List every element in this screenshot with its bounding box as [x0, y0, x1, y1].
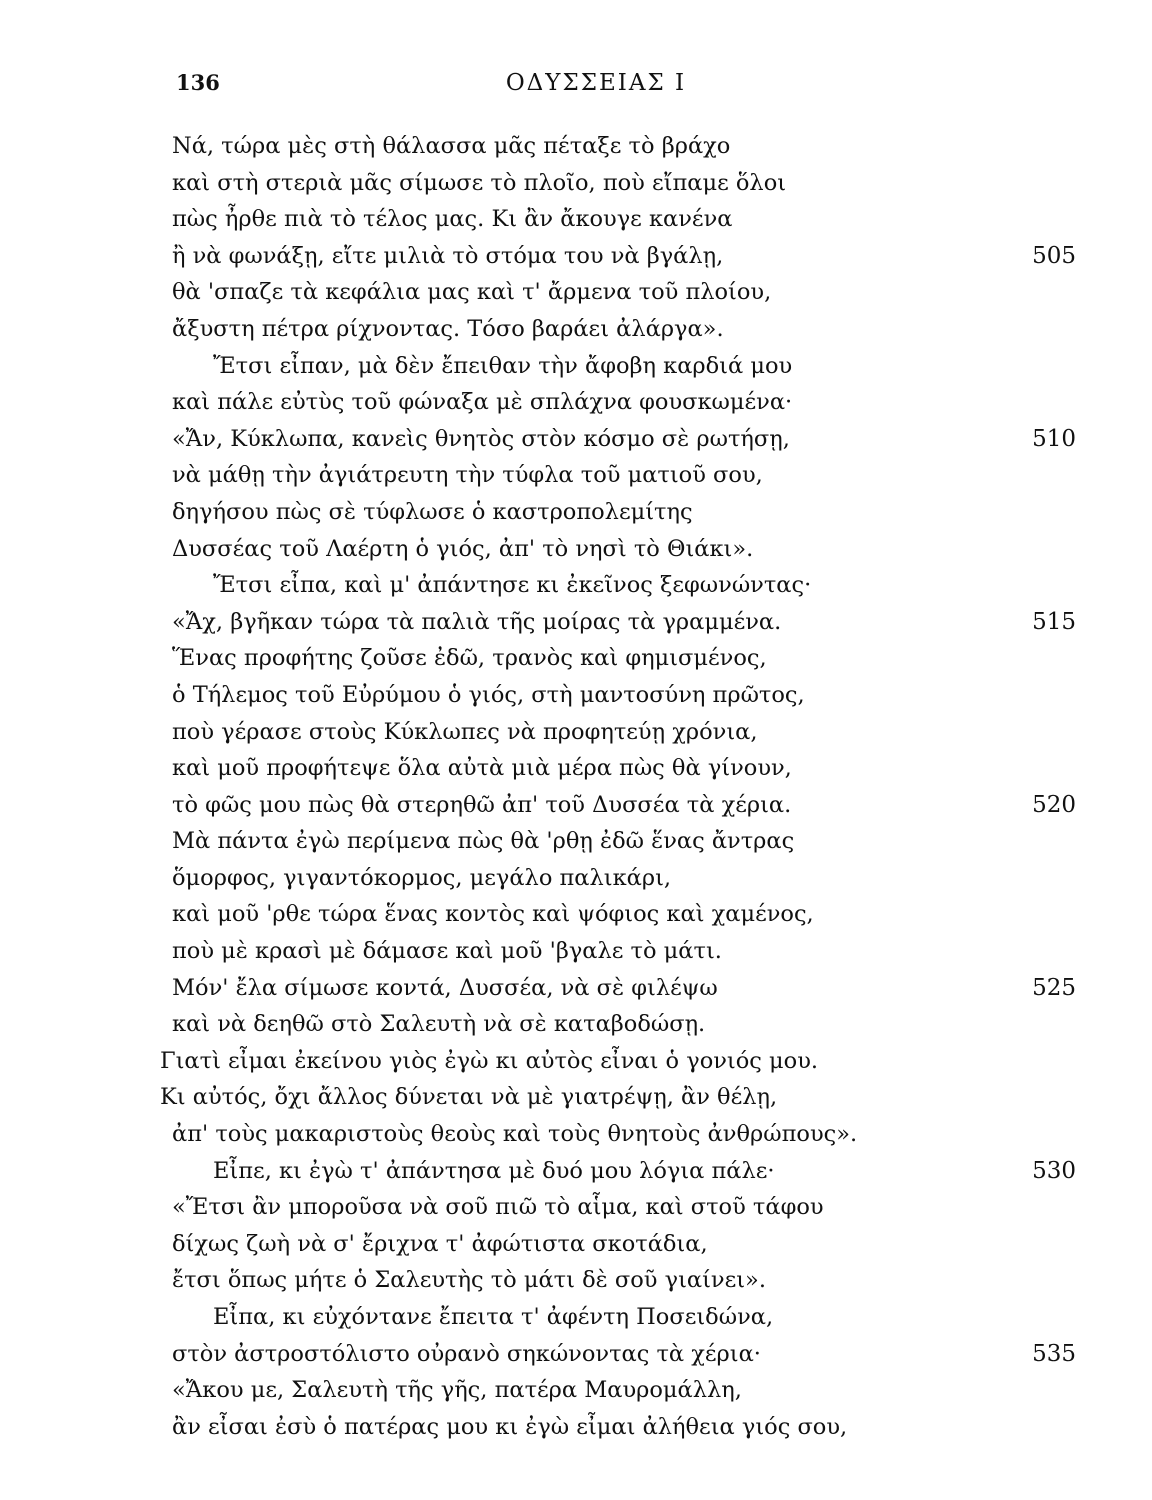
verse-line	[0, 201, 1152, 238]
verse-text: Ἕνας προφήτης ζοῦσε ἐδῶ, τρανὸς καὶ φημισμένος,	[172, 645, 767, 672]
verse-line	[0, 238, 1152, 275]
verse-text: Κι αὐτός, ὄχι ἄλλος δύνεται νὰ μὲ γιατρέψῃ, ἂν θέλῃ,	[160, 1084, 778, 1111]
verse-line	[0, 787, 1152, 824]
verse-text: καὶ στὴ στεριὰ μᾶς σίμωσε τὸ πλοῖο, ποὺ εἴπαμε ὅλοι	[172, 169, 787, 196]
verse-text: ἢ νὰ φωνάξῃ, εἴτε μιλιὰ τὸ στόμα του νὰ βγάλῃ,	[172, 242, 724, 269]
verse-text: «Ἄν, Κύκλωπα, κανεὶς θνητὸς στὸν κόσμο σὲ ρωτήσῃ,	[172, 425, 790, 452]
verse-text: Εἶπε, κι ἐγὼ τ' ἀπάντησα μὲ δυό μου λόγια πάλε·	[213, 1157, 775, 1184]
line-number: 520	[1032, 791, 1076, 818]
verse-line	[0, 604, 1152, 641]
verse-line	[0, 970, 1152, 1007]
verse-line	[0, 933, 1152, 970]
verse-line	[0, 1226, 1152, 1263]
verse-text: Εἶπα, κι εὐχόντανε ἔπειτα τ' ἀφέντη Ποσειδώνα,	[213, 1304, 774, 1330]
verse-line	[0, 457, 1152, 494]
verse-text: «Ἔτσι ἂν μποροῦσα νὰ σοῦ πιῶ τὸ αἷμα, καὶ στοῦ τάφου	[172, 1194, 824, 1221]
verse-line	[0, 531, 1152, 568]
verse-text: ποὺ μὲ κρασὶ μὲ δάμασε καὶ μοῦ 'βγαλε τὸ μάτι.	[172, 938, 722, 965]
verse-text: τὸ φῶς μου πὼς θὰ στερηθῶ ἀπ' τοῦ Δυσσέα τὰ χέρια.	[172, 791, 792, 818]
verse-text: Μὰ πάντα ἐγὼ περίμενα πὼς θὰ 'ρθῃ ἐδῶ ἕνας ἄντρας	[172, 828, 795, 855]
verse-line	[0, 567, 1152, 604]
verse-line	[0, 677, 1152, 714]
verse-line	[0, 1189, 1152, 1226]
verse-text: καὶ μοῦ προφήτεψε ὅλα αὐτὰ μιὰ μέρα πὼς θὰ γίνουν,	[172, 755, 792, 782]
line-number: 535	[1032, 1340, 1076, 1367]
verse-block	[0, 128, 1152, 1445]
verse-text: ἔτσι ὅπως μήτε ὁ Σαλευτὴς τὸ μάτι δὲ σοῦ γιαίνει».	[172, 1267, 766, 1294]
verse-text: θὰ 'σπαζε τὰ κεφάλια μας καὶ τ' ἄρμενα τοῦ πλοίου,	[172, 279, 772, 306]
verse-text: Ἔτσι εἶπα, καὶ μ' ἀπάντησε κι ἐκεῖνος ξεφωνώντας·	[213, 572, 812, 599]
verse-text: καὶ νὰ δεηθῶ στὸ Σαλευτὴ νὰ σὲ καταβοδώσῃ.	[172, 1011, 706, 1038]
verse-line	[0, 1153, 1152, 1190]
verse-line	[0, 1116, 1152, 1153]
verse-line	[0, 1336, 1152, 1373]
verse-line	[0, 1006, 1152, 1043]
verse-line	[0, 1079, 1152, 1116]
verse-text: Δυσσέας τοῦ Λαέρτη ὁ γιός, ἀπ' τὸ νησὶ τὸ Θιάκι».	[172, 535, 754, 562]
page-header	[0, 0, 1152, 110]
verse-line	[0, 274, 1152, 311]
verse-text: ἄξυστη πέτρα ρίχνοντας. Τόσο βαράει ἀλάργα».	[172, 315, 724, 342]
line-number: 530	[1032, 1157, 1076, 1184]
line-number: 505	[1032, 242, 1076, 269]
verse-text: «Ἄκου με, Σαλευτὴ τῆς γῆς, πατέρα Μαυρομάλλη,	[172, 1377, 742, 1404]
verse-text: Γιατὶ εἶμαι ἐκείνου γιὸς ἐγὼ κι αὐτὸς εἶναι ὁ γονιός μου.	[160, 1047, 819, 1074]
verse-line	[0, 128, 1152, 165]
verse-text: καὶ πάλε εὐτὺς τοῦ φώναξα μὲ σπλάχνα φουσκωμένα·	[172, 389, 793, 416]
verse-text: «Ἄχ, βγῆκαν τώρα τὰ παλιὰ τῆς μοίρας τὰ γραμμένα.	[172, 608, 782, 635]
verse-line	[0, 640, 1152, 677]
line-number: 510	[1032, 425, 1076, 452]
verse-text: Μόν' ἔλα σίμωσε κοντά, Δυσσέα, νὰ σὲ φιλέψω	[172, 974, 718, 1001]
verse-line	[0, 1043, 1152, 1080]
verse-text: δίχως ζωὴ νὰ σ' ἔριχνα τ' ἀφώτιστα σκοτάδια,	[172, 1230, 708, 1257]
verse-line	[0, 750, 1152, 787]
verse-text: ἀπ' τοὺς μακαριστοὺς θεοὺς καὶ τοὺς θνητοὺς ἀνθρώπους».	[172, 1121, 858, 1148]
page-number: 136	[176, 70, 220, 95]
verse-line	[0, 494, 1152, 531]
line-number: 515	[1032, 608, 1076, 635]
verse-line	[0, 714, 1152, 751]
verse-text: Νά, τώρα μὲς στὴ θάλασσα μᾶς πέταξε τὸ βράχο	[172, 133, 731, 159]
verse-line	[0, 384, 1152, 421]
verse-line	[0, 165, 1152, 202]
verse-line	[0, 860, 1152, 897]
verse-line	[0, 1299, 1152, 1336]
verse-line	[0, 823, 1152, 860]
running-head: ΟΔΥΣΣΕΙΑΣ Ι	[505, 70, 687, 96]
verse-text: ἂν εἶσαι ἐσὺ ὁ πατέρας μου κι ἐγὼ εἶμαι ἀλήθεια γιός σου,	[172, 1413, 848, 1440]
verse-text: ποὺ γέρασε στοὺς Κύκλωπες νὰ προφητεύῃ χρόνια,	[172, 718, 758, 745]
verse-text: στὸν ἀστροστόλιστο οὐρανὸ σηκώνοντας τὰ χέρια·	[172, 1340, 761, 1367]
verse-text: νὰ μάθῃ τὴν ἀγιάτρευτη τὴν τύφλα τοῦ ματιοῦ σου,	[172, 462, 763, 489]
verse-line	[0, 896, 1152, 933]
verse-line	[0, 311, 1152, 348]
verse-line	[0, 1409, 1152, 1446]
verse-text: δηγήσου πὼς σὲ τύφλωσε ὁ καστροπολεμίτης	[172, 498, 693, 525]
verse-text: ὁ Τήλεμος τοῦ Εὐρύμου ὁ γιός, στὴ μαντοσύνη πρῶτος,	[172, 681, 805, 708]
line-number: 525	[1032, 974, 1076, 1001]
verse-line	[0, 421, 1152, 458]
verse-text: Ἔτσι εἶπαν, μὰ δὲν ἔπειθαν τὴν ἄφοβη καρδιά μου	[213, 352, 793, 379]
verse-line	[0, 1372, 1152, 1409]
verse-text: πὼς ἦρθε πιὰ τὸ τέλος μας. Κι ἂν ἄκουγε κανένα	[172, 206, 733, 233]
verse-line	[0, 1262, 1152, 1299]
verse-text: καὶ μοῦ 'ρθε τώρα ἕνας κοντὸς καὶ ψόφιος καὶ χαμένος,	[172, 901, 814, 928]
verse-text: ὅμορφος, γιγαντόκορμος, μεγάλο παλικάρι,	[172, 864, 672, 891]
verse-line	[0, 348, 1152, 385]
